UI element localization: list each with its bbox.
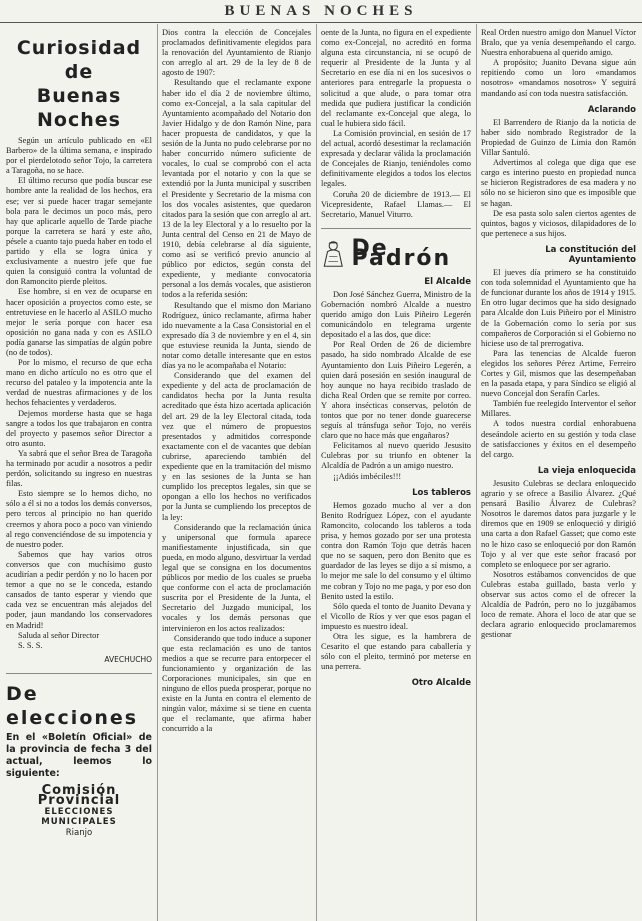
paragraph: Dios contra la elección de Concejales proclamados definitivamente elegidos para la renovación del Ayuntamiento de Rianjo con arreglo al art. 29 de la ley de 8 de agosto de 1907: [162,28,311,78]
paragraph: El jueves día primero se ha constituido con toda solemnidad el Ayuntamiento que ha de funcionar durante los años de 1914 y 1915. En otro lugar decimos que ha sido designado para Alcalde don Luis Piñeiro por el Ministro de la Gobernación como lo sería por sus compañeros de Corporación si el Gobierno no hiciese uso de tal prerrogativa. [481,268,636,348]
paragraph: Otra les sigue, es la hambrera de Cesarito el que estando para caballería y sólo con el pleito, terminó por meterse en una perrera. [321,631,471,672]
subheading-vieja: La vieja enloquecida [537,465,636,476]
article-title-curiosidad [6,36,152,132]
masthead: BUENAS NOCHES [0,0,642,23]
paragraph: Dejemos morderse hasta que se haga sangre a todos los que trabajaron en contra del proyecto y pasemos señor Director a otro asunto. [6,408,152,448]
column-rule [316,24,317,921]
section-title-elecciones: De elecciones [6,682,139,729]
padron-header [321,237,471,271]
subheading-comision: Comisión Provincial [37,782,121,808]
subheading-alcalde: El Alcalde [424,276,471,287]
column-3 [321,28,471,691]
signature: AVECHUCHO [104,654,152,664]
paragraph: A propósito; Juanito Devana sigue aún repitiendo como un loro «mandamos nosotros» «mandamos nosotros» Y seguirá mandando así con toda nuestra satisfacción. [481,58,636,98]
paragraph: El Barrendero de Rianjo da la noticia de haber sido nombrado Registrador de la Propiedad de Guinzo de Limia don Ramón Villar Santuló. [481,117,636,158]
paragraph: Sólo queda el tonto de Juanito Devana y el Vicollo de Ríos y ver que esos pagan el impuesto es nuestro ideal. [321,601,471,631]
subheading-elecciones: ELECCIONES MUNICIPALES [41,807,117,828]
paragraph: A todos nuestra cordial enhorabuena deseándole acierto en su gestión y toda clase de satisfacciones y éxitos en el desempeño del cargo. [481,419,636,459]
paragraph: Felicitamos al nuevo querido Jesusito Culebras por su triunfo en obtener la Alcaldía de Padrón a un amigo nuestro. [321,441,471,471]
section-kicker: En el «Boletín Oficial» de la provincia de fecha 3 del actual, leemos lo siguiente: [6,731,152,779]
column-1 [6,28,152,839]
column-4 [481,28,636,640]
section-divider [6,673,152,674]
paragraph: oente de la Junta, no figura en el expediente como ex-Concejal, no acreditó en forma alguna esta circunstancia, ni se ocupó de requerir al Presidente de la Junta y al Secretario en ese día ni en los sucesivos o anteriores para entregarle la propuesta o solicitud a que alude, o para tomar otra medida que pudiera justificar la condición del reclamante ex-Concejal que alega, lo cual le hubiera sido fácil. [321,28,471,128]
paragraph: Según un artículo publicado en «El Barbero» de la última semana, e inspirado por el pierdelotodo señor Tojo, la carretera a Taragoña, no se hace. [6,136,152,176]
paragraph: Resultando que el reclamante expone haber ido el día 2 de noviembre último, como ex-Concejal, a la sala capitular del Ayuntamiento acompañado del Notario don Javier Hidalgo y de don Ramón Nine, para hacer propuesta de candidatos, y que la sesión de la Junta no pudo celebrarse por no haber concurrido número suficiente de vocales, lo cual se comprobó con el acta levantada por el notario y con la que se extendió por la Junta municipal y suscriben el Presidente y Secretario de la misma con los dos vocales asistentes, que quedaron citados para la sesión que con arreglo al art. 13 de la ley Electoral y a lo resuelto por la Junta central del Censo en 21 de Mayo de 1910, debía celebrarse al día siguiente, como así se verificó previo anuncio al público por edictos, según consta del expediente, y mediante convocatoria personal a los demás vocales, que asistieron todos a la referida sesión: [162,78,311,300]
paragraph: Advertimos al colega que diga que ese cargo es interino puesto en propiedad nunca se hicieron Registradores de esa madera y no sólo no se hicieron sino que es imposible que se hagan. [481,158,636,208]
paragraph: Don José Sánchez Guerra, Ministro de la Gobernación nombró Alcalde a nuestro querido amigo don Luis Piñeiro Legerén comunicándolo en telegrama urgente depositado el a las dos, que dice: [321,289,471,340]
paragraph: Considerando que la reclamación única y unipersonal que formula aparece manifiestamente injustificada, sin que pueda, en modo alguno, desvirtuar la verdad legal que se consigna en los documentos públicos por medio de los cuales se prueba que conforme con el acta de proclamación suscrita por el Presidente de la Junta, el Secretario del Juzgado municipal, los vocales y los demás personas que intervinieron en los actos realizados: [162,522,311,633]
paragraph: Jesusito Culebras se declara enloquecido agrario y se ofrece a Basilio Álvarez. ¿Qué pensará Basilio Álvarez de Culebras? Nosotros le daremos datos para juzgarle y le diremos que en 1909 se enloqueció y dirigió una carta a don Rafael Gasset; que como este no le hizo caso se enloqueció por don Ramón Tojo y al ver que este señor fracasó por completo se enloquece por ser agrario. [481,478,636,569]
column-rule [157,24,158,921]
woman-figure-icon [321,237,345,271]
column-rule [476,24,477,921]
subheading-otro-alcalde: Otro Alcalde [411,678,471,689]
paragraph: Para las tenencias de Alcalde fueron elegidos los señores Pérez Artime, Ferreiro Cortes y Gil, mismos que las desempeñaban en la pasada etapa, y para Síndico se eligió al nuevo Concejal don Serafín Carles. [481,348,636,399]
paragraph: Coruña 20 de diciembre de 1913.— El Vicepresidente, Rafael Llamas.— El Secretario, Manuel Viturro. [321,189,471,219]
paragraph: Esto siempre se lo hemos dicho, no sólo a él si no a todos los demás conversos, pero tercos al principio no han querido creernos y ahora poco a poco van viniendo al rego convenciéndose de su impotencia y de nuestro poder. [6,489,152,549]
paragraph: Considerando que del examen del expediente y del acta de proclamación de candidatos hecha por la Junta resulta acreditado que ésta hizo acertada aplicación del art. 29 de la ley Electoral citada, toda vez que el número de propuestos presentados y admitidos corresponde exactamente con el de vacantes que debían cubrirse, apareciendo también del expediente que en la tramitación del mismo y en las sesiones de la Junta se han cumplido los preceptos legales, sin que se opongan a ello los hechos no verificados por la Junta se cumpliendo los preceptos de la ley: [162,371,311,522]
paragraph: De esa pasta solo salen ciertos agentes de quintos, bagos y viciosos, dilapidadores de lo que pertenece a sus hijos. [481,208,636,238]
paragraph: Considerando que todo induce a suponer que esta reclamación es uno de tantos medios a que se recurre para entorpecer el funcionamiento y organización de las Corporaciones municipales, sin que en ninguno de ellos pueda prosperar, porque no existe en la Junta en contra el elemento de ningún valor, máxime si se tiene en cuenta que el reclamante, que afirma haber concurrido a la [162,633,311,734]
paragraph: Por lo mismo, el recurso de que echa mano en dicho artículo no es otro que el recurso del pataleo y la impotencia ante la verdad de nuestras afirmaciones y de los hechos fehacientes y verdaderos. [6,358,152,408]
subheading-tableros: Los tableros [412,487,471,498]
paragraph: Real Orden nuestro amigo don Manuel Víctor Bralo, que ya venía desempeñando el cargo. Nuestra enhorabuena al querido amigo. [481,28,636,58]
paragraph: Hemos gozado mucho al ver a don Benito Rodríguez López, con el ayudante Ramoncito, colocando los tableros a toda prisa, y hemos gozado por ser una protesta contra don Ramón Tojo que detrás hacen que no se saquen, pero don Benito que es guardador de las leyes se dijo a sí mismo, a lo mejor me sale lo del consumo y el último me cobran y Tojo no me paga, y por eso don Benito usted la estilo. [321,500,471,601]
subheading-aclarando: Aclarando [587,104,636,115]
paragraph: Sabemos que hay varios otros conversos que con muchísimo gusto acudirían a pedir perdón y no lo hacen por temor a que no se le conceda, estando cansados de tanto esperar y viendo que cada vez se encuentran más alejados del poder, jaun mandando los conservadores en Madrid! [6,549,152,630]
paragraph: ¡¡Adiós imbéciles!!! [333,471,402,481]
subheading-constitucion: La constitución del Ayuntamiento [545,244,636,265]
paragraph: Ya sabrá que el señor Brea de Taragoña ha terminado por acudir a nosotros a pedir perdón, solicitando su ingreso en nuestras filas. [6,448,152,489]
paragraph: Resultando que el mismo don Mariano Rodríguez, único reclamante, afirma haber ido nuevamente a la Casa Consistorial en el expresado día 3 de noviembre y en el 4, sin que estuviese reunida la Junta, siendo de notar como detalle interesante que en estos días ya no le acompañaba el Notario: [162,300,311,371]
paragraph: Por Real Orden de 26 de diciembre pasado, ha sido nombrado Alcalde de ese Ayuntamiento don Luis Piñeiro Legerén, a quien dará posesión en sesión inaugural de hoy aunque no haya recibido traslado de dicha Real Orden que se remite por correo. Y ahora insécticas conservas, pelotón de tontos que por no tener donde guarecerse seguís al tránsfuga señor Tojo, no veréis claro que no hace más que engañaros? [321,340,471,441]
section-title-padron: De Padrón [351,235,452,271]
subheading-rianjo: Rianjo [65,828,93,839]
column-2 [162,28,311,735]
paragraph: Ese hombre, si en vez de ocuparse en hacer oposición a proyectos como este, se entretuviese en le hacerlo al ASILO mucho mejor le sería porque con hacer esa oposición no gana nada y con es ASILO podía ganarse las simpatías de algún pobre (no de todos). [6,287,152,357]
title-line: Buenas Noches [36,85,122,131]
paragraph: También fue reelegido Interventor el señor Millares. [481,399,636,419]
closing-line: Saluda al señor Director [18,630,100,640]
section-divider [321,228,471,229]
paragraph: La Comisión provincial, en sesión de 17 del actual, acordó desestimar la reclamación expresada y declarar válida la proclamación de Concejales de Rianjo, teniéndoles como definitivamente elegidos a todos los electos legales. [321,128,471,189]
paragraph: El último recurso que podía buscar ese hombre ante la realidad de los hechos, era ese; ver si puede hacer tragar semejante bola para le decimos un poco más, pero hay que aplicarle aquello de Tarde piache porque la carretera se hará y este año, pésele a cuanto tajo pueda haber en todo el partido y ella se logra única y exclusivamente a nuestro jefe que fue quien la consiguió contra la voluntad de don Ramoncito pierde pleitos. [6,176,152,287]
title-line: Curiosidad de [16,37,142,83]
initials: S. S. S. [18,640,43,650]
paragraph: Nosotros estábamos convencidos de que Culebras estaba guillado, basta verlo y observar sus actos como el de ofrecer la Alcaldía de Padrón, pero no lo juzgábamos loco de remate. Ahora el loco de atar que se declara agrario enloquecido proclamaremos gestionar [481,569,636,640]
